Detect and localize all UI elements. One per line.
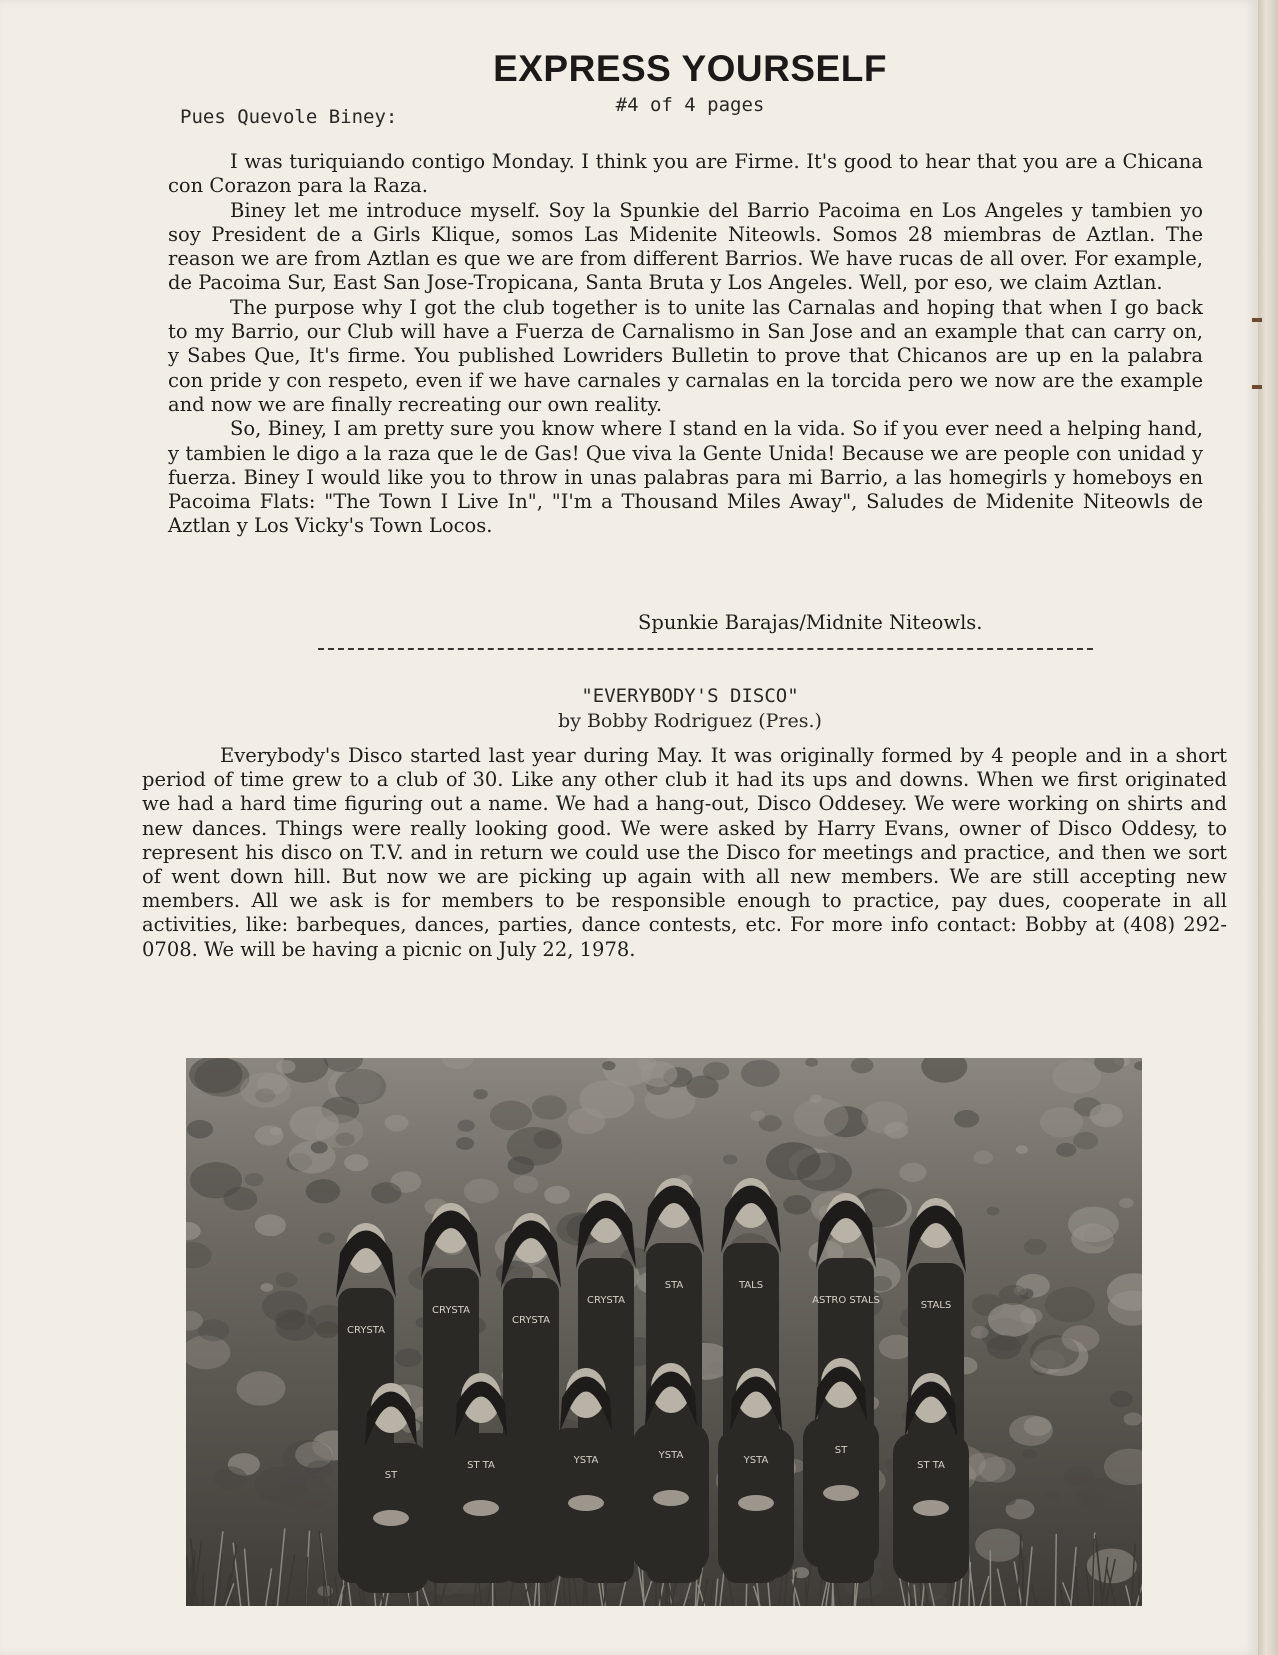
foliage-blob	[473, 1089, 488, 1099]
grass-blade	[997, 1569, 1005, 1606]
article-byline: by Bobby Rodriguez (Pres.)	[558, 710, 822, 732]
shirt-lettering: STALS	[920, 1300, 952, 1311]
foliage-blob	[987, 1335, 1022, 1359]
letter-body	[168, 150, 1203, 539]
foliage-blob	[1000, 1494, 1016, 1505]
foliage-blob	[1119, 1198, 1134, 1208]
staple-mark	[1252, 385, 1262, 389]
shirt-lettering: CRYSTA	[587, 1295, 625, 1306]
shirt-lettering: CRYSTA	[432, 1305, 470, 1316]
seated-figure-hands	[823, 1485, 859, 1501]
shirt-lettering: STA	[664, 1280, 684, 1291]
foliage-blob	[987, 1206, 1000, 1215]
group-photo-drawing	[186, 1058, 1142, 1606]
foliage-blob	[1045, 1287, 1095, 1322]
foliage-blob	[1052, 1059, 1101, 1093]
foliage-blob	[306, 1460, 333, 1479]
foliage-blob	[805, 1058, 818, 1067]
foliage-blob	[245, 1173, 264, 1186]
grass-blade	[1126, 1585, 1131, 1606]
foliage-blob	[344, 1154, 368, 1171]
foliage-blob	[954, 1110, 979, 1128]
shirt-lettering: ST TA	[467, 1460, 495, 1471]
grass-blade	[806, 1581, 807, 1606]
shirt-lettering: YSTA	[743, 1455, 769, 1466]
foliage-blob	[261, 1283, 274, 1292]
grass-blade	[1076, 1567, 1078, 1606]
foliage-blob	[1064, 1466, 1094, 1487]
foliage-blob	[395, 1348, 422, 1367]
page-binding-edge	[1258, 0, 1278, 1655]
staple-mark	[1252, 318, 1262, 322]
foliage-blob	[1016, 1145, 1028, 1153]
grass-blade	[330, 1584, 331, 1606]
foliage-blob	[544, 1186, 570, 1204]
foliage-blob	[275, 1272, 297, 1287]
foliage-blob	[514, 1175, 539, 1193]
foliage-blob	[686, 1075, 718, 1098]
foliage-blob	[335, 1069, 386, 1105]
foliage-blob	[456, 1137, 474, 1150]
foliage-blob	[1134, 1061, 1142, 1070]
seated-figure-hands	[463, 1500, 499, 1516]
foliage-blob	[1056, 1143, 1076, 1157]
grass-blade	[245, 1549, 249, 1606]
foliage-blob	[988, 1303, 1036, 1337]
grass-blade	[1139, 1573, 1141, 1606]
grass-blade	[335, 1577, 338, 1606]
grass-blade	[710, 1581, 713, 1606]
grass-blade	[266, 1568, 272, 1606]
foliage-blob	[602, 1061, 615, 1070]
foliage-blob	[457, 1120, 474, 1132]
foliage-blob	[214, 1466, 248, 1490]
foliage-blob	[306, 1179, 341, 1203]
shirt-lettering: ST	[834, 1445, 848, 1456]
grass-blade	[716, 1579, 718, 1606]
grass-blade	[1027, 1546, 1033, 1606]
page-title: EXPRESS YOURSELF	[493, 48, 887, 89]
grass-blade	[703, 1579, 708, 1606]
article-title: "EVERYBODY'S DISCO"	[581, 685, 799, 707]
foliage-blob	[568, 1108, 605, 1134]
foliage-blob	[1009, 1415, 1053, 1446]
letter-paragraph: The purpose why I got the club together is to unite las Carnalas and hoping that when I go back to my Barrio, our Club will have a Fuerza de Carnalismo in San Jose and an example that can carry on, y Sabes Que, It's firme. You published Lowriders Bulletin to prove that Chicanos are up en la palabra con pride y con respeto, even if we have carnales y carnalas en la torcida pero we now are the example and now we are finally recreating our own reality.	[168, 295, 1203, 416]
foliage-blob	[851, 1058, 874, 1073]
seated-figure-hands	[738, 1495, 774, 1511]
foliage-blob	[750, 1111, 765, 1121]
grass-blade	[563, 1574, 565, 1606]
grass-blade	[980, 1576, 989, 1606]
foliage-blob	[311, 1142, 328, 1154]
grass-blade	[1032, 1584, 1037, 1606]
foliage-blob	[1022, 1449, 1036, 1459]
foliage-blob	[899, 1163, 926, 1182]
foliage-blob	[797, 1153, 852, 1192]
foliage-blob	[741, 1060, 780, 1087]
letter-paragraph: I was turiquiando contigo Monday. I think you are Firme. It's good to hear that you are a Chicana con Corazon para la Raza.	[168, 150, 1203, 198]
foliage-blob	[441, 1058, 473, 1069]
section-divider	[318, 648, 1093, 650]
foliage-blob	[783, 1195, 811, 1214]
foliage-blob	[255, 1214, 286, 1236]
foliage-blob	[190, 1162, 242, 1198]
shirt-lettering: YSTA	[573, 1455, 599, 1466]
foliage-blob	[861, 1101, 907, 1133]
foliage-blob	[385, 1115, 409, 1132]
article-paragraph: Everybody's Disco started last year during May. It was originally formed by 4 people and in a short period of time grew to a club of 30. Like any other club it had its ups and downs. When we first originated we had a hard time figuring out a name. We had a hang-out, Disco Oddesey. We were working on shirts and new dances. Things were really looking good. We were asked by Harry Evans, owner of Disco Oddesy, to represent his disco on T.V. and in return we could use the Disco for meetings and practice, and then we sort of went down hill. But now we are picking up again with all new members. We are still accepting new members. All we ask is for members to be responsible enough to practice, pay dues, cooperate in all activities, like: barbeques, dances, parties, dance contests, etc. For more info contact: Bobby at (408) 292-0708. We will be having a picnic on July 22, 1978.	[142, 744, 1227, 961]
letter-paragraph: So, Biney, I am pretty sure you know where I stand en la vida. So if you ever need a helping hand, y tambien le digo a la raza que le de Gas! Que viva la Gente Unida! Because we are people con unidad y fuerza. Biney I would like you to throw in unas palabras para mi Barrio, a las homegirls y homeboys en Pacoima Flats: "The Town I Live In", "I'm a Thousand Miles Away", Saludes de Midenite Niteowls de Aztlan y Los Vicky's Town Locos.	[168, 417, 1203, 538]
grass-blade	[233, 1543, 241, 1606]
foliage-blob	[371, 1182, 401, 1203]
foliage-blob	[490, 1101, 532, 1131]
foliage-blob	[723, 1154, 738, 1164]
article-body	[142, 744, 1227, 962]
foliage-blob	[975, 1528, 1022, 1561]
seated-figure-hands	[913, 1500, 949, 1516]
foliage-blob	[999, 1285, 1028, 1305]
foliage-blob	[971, 1326, 989, 1339]
group-photo	[186, 1058, 1142, 1606]
foliage-blob	[318, 1232, 335, 1244]
letter-signature: Spunkie Barajas/Midnite Niteowls.	[638, 611, 983, 634]
foliage-blob	[236, 1371, 285, 1405]
seated-figure-hands	[568, 1495, 604, 1511]
foliage-blob	[464, 1179, 499, 1203]
shirt-lettering: CRYSTA	[512, 1315, 550, 1326]
foliage-blob	[921, 1058, 967, 1083]
foliage-blob	[276, 1060, 296, 1074]
foliage-blob	[1024, 1239, 1047, 1255]
shirt-lettering: TALS	[738, 1280, 764, 1291]
grass-blade	[286, 1554, 295, 1606]
foliage-blob	[974, 1151, 994, 1165]
foliage-blob	[270, 1127, 283, 1136]
grass-blade	[900, 1578, 905, 1606]
foliage-blob	[254, 1466, 307, 1503]
foliage-blob	[1045, 1492, 1060, 1503]
grass-blade	[1055, 1534, 1056, 1606]
foliage-blob	[1073, 1132, 1098, 1150]
foliage-blob	[1124, 1412, 1142, 1425]
letter-paragraph: Biney let me introduce myself. Soy la Spunkie del Barrio Pacoima en Los Angeles y tambien yo soy President de a Girls Klique, somos Las Midenite Niteowls. Somos 28 miembras de Aztlan. The reason we are from Aztlan es que we are from different Barrios. We have rucas de all over. For example, de Pacoima Sur, East San Jose-Tropicana, Santa Bruta y Los Angeles. Well, por eso, we claim Aztlan.	[168, 198, 1203, 295]
seated-figure-hands	[373, 1510, 409, 1526]
shirt-lettering: YSTA	[658, 1450, 684, 1461]
foliage-blob	[1110, 1391, 1133, 1407]
foliage-blob	[186, 1242, 212, 1268]
shirt-lettering: CRYSTA	[347, 1325, 385, 1336]
seated-figure-hands	[653, 1490, 689, 1506]
foliage-blob	[1089, 1104, 1122, 1127]
page-count: #4 of 4 pages	[615, 94, 765, 116]
shirt-lettering: ST	[384, 1470, 398, 1481]
foliage-blob	[187, 1120, 213, 1138]
foliage-blob	[316, 1322, 340, 1339]
foliage-blob	[1071, 1224, 1114, 1254]
grass-blade	[487, 1583, 491, 1606]
shirt-lettering: ASTRO STALS	[812, 1295, 880, 1306]
foliage-blob	[276, 1312, 317, 1341]
grass-blade	[746, 1584, 747, 1606]
foliage-blob	[532, 1095, 567, 1119]
letter-salutation: Pues Quevole Biney:	[180, 106, 398, 128]
foliage-blob	[507, 1127, 562, 1166]
foliage-blob	[240, 1072, 291, 1107]
foliage-blob	[1040, 1107, 1083, 1137]
shirt-lettering: ST TA	[917, 1460, 945, 1471]
foliage-blob	[1062, 1325, 1100, 1352]
grass-blade	[1060, 1584, 1063, 1606]
grass-blade	[277, 1528, 284, 1606]
foliage-blob	[794, 1098, 849, 1136]
foliage-blob	[186, 1222, 201, 1240]
